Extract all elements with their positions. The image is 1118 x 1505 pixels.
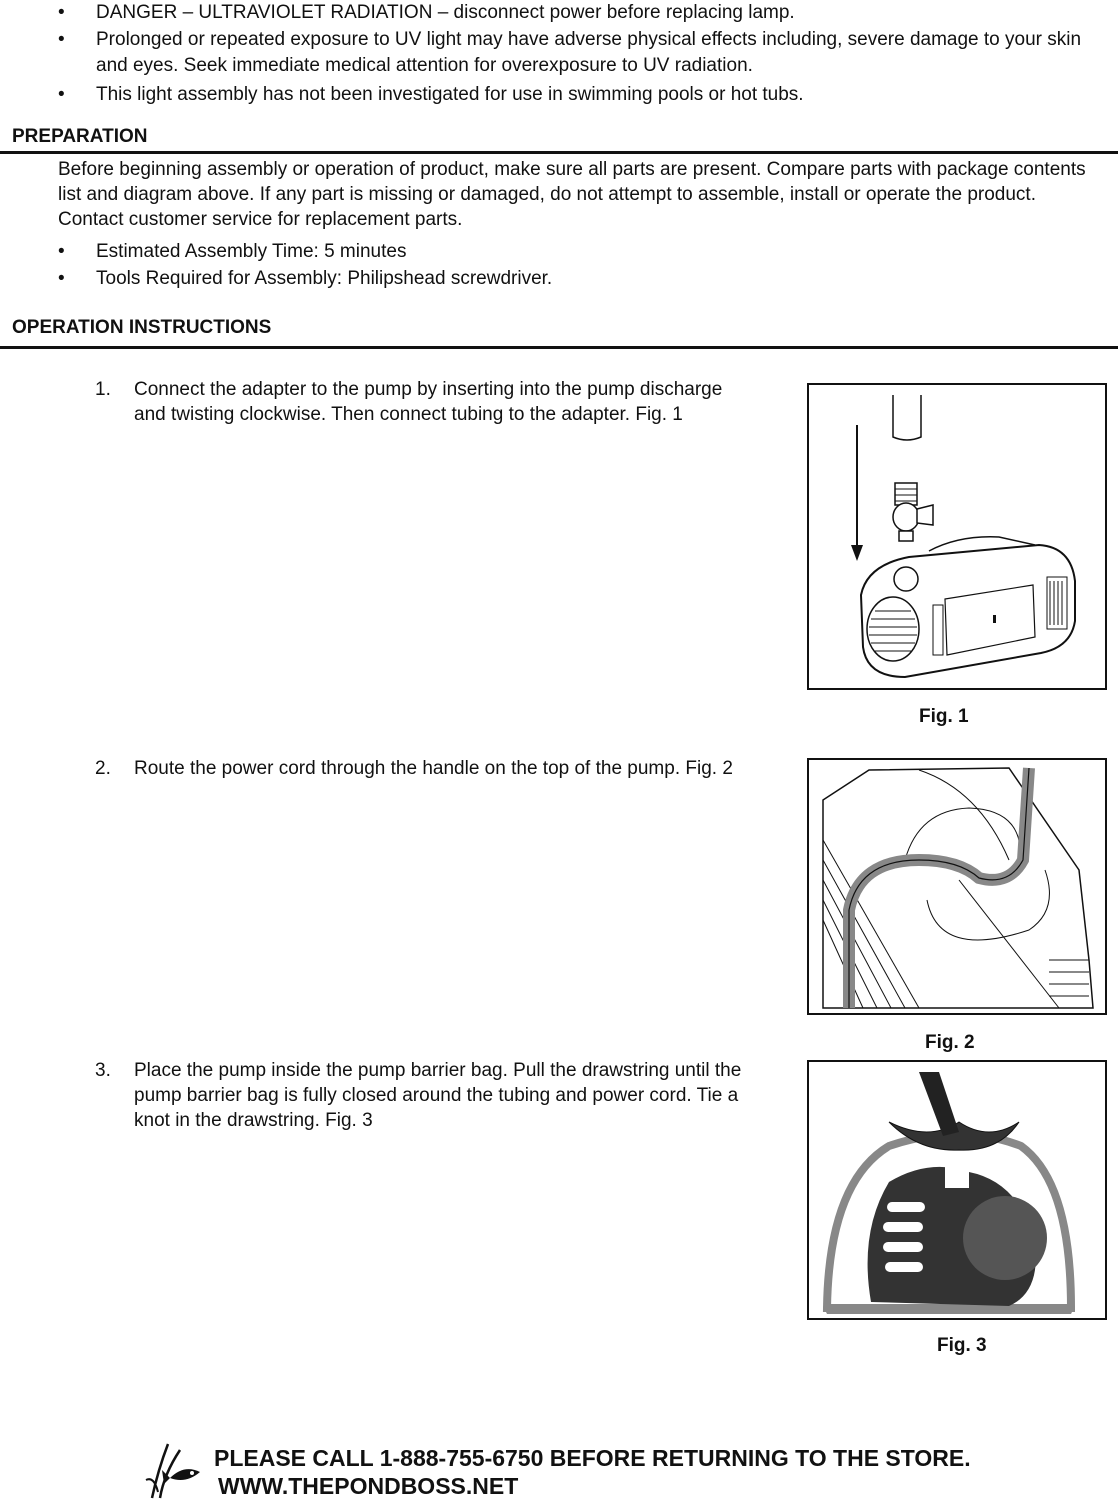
step-number: 3.: [95, 1060, 111, 1081]
warning-item: [58, 82, 1108, 108]
preparation-item: [58, 266, 1108, 292]
bullet-glyph: •: [58, 29, 65, 50]
warning-item: [58, 0, 1108, 26]
figure-3-image: [807, 1060, 1107, 1320]
pump-handle-illustration: [809, 760, 1105, 1013]
footer-website-link[interactable]: WWW.THEPONDBOSS.NET: [218, 1473, 519, 1499]
warning-text: This light assembly has not been investigated for use in swimming pools or hot tubs.: [96, 84, 804, 105]
warning-text: DANGER – ULTRAVIOLET RADIATION – disconnect power before replacing lamp.: [96, 2, 795, 23]
figure-1-caption: Fig. 1: [919, 706, 969, 727]
figure-2-caption: Fig. 2: [925, 1032, 975, 1053]
preparation-heading: PREPARATION: [12, 126, 148, 147]
cattail-fish-logo-icon: [140, 1440, 210, 1500]
barrier-bag-illustration: [809, 1062, 1105, 1318]
operation-divider: [0, 346, 1118, 349]
step-text: Route the power cord through the handle on the top of the pump. Fig. 2: [134, 758, 733, 779]
company-logo: [140, 1440, 210, 1500]
preparation-item-text: Tools Required for Assembly: Philipshead screwdriver.: [96, 268, 553, 289]
step-3: [95, 1058, 765, 1133]
step-2: [95, 756, 765, 781]
preparation-item-text: Estimated Assembly Time: 5 minutes: [96, 241, 407, 262]
step-number: 1.: [95, 379, 111, 400]
step-text: Place the pump inside the pump barrier bag. Pull the drawstring until the pump barrier bag is fully closed around the tubing and power cord. Tie a knot in the drawstring. Fig. 3: [134, 1060, 742, 1131]
step-number: 2.: [95, 758, 111, 779]
step-1: [95, 377, 765, 427]
bullet-glyph: •: [58, 268, 65, 289]
preparation-item: [58, 239, 1108, 265]
figure-3-caption: Fig. 3: [937, 1335, 987, 1356]
preparation-paragraph: Before beginning assembly or operation of product, make sure all parts are present. Compare parts with package contents list and diagram above. If any part is missing or damaged, do not attempt to assemble, install or operate the product. Contact customer service for replacement parts.: [58, 159, 1086, 230]
bullet-glyph: •: [58, 241, 65, 262]
bullet-glyph: •: [58, 84, 65, 105]
figure-1-image: [807, 383, 1107, 690]
warning-item: [58, 27, 1108, 79]
warning-text: Prolonged or repeated exposure to UV light may have adverse physical effects including, severe damage to your skin and eyes. Seek immediate medical attention for overexposure to UV radiation.: [96, 29, 1082, 76]
footer-phone-line: PLEASE CALL 1-888-755-6750 BEFORE RETURNING TO THE STORE.: [214, 1445, 971, 1471]
preparation-list: [58, 239, 1108, 293]
pump-adapter-illustration: [809, 385, 1105, 688]
warning-list: [58, 0, 1108, 109]
operation-heading: OPERATION INSTRUCTIONS: [12, 317, 272, 338]
bullet-glyph: •: [58, 2, 65, 23]
figure-2-image: [807, 758, 1107, 1015]
preparation-divider: [0, 151, 1118, 154]
step-text: Connect the adapter to the pump by inserting into the pump discharge and twisting clockwise. Then connect tubing to the adapter. Fig. 1: [134, 379, 723, 425]
